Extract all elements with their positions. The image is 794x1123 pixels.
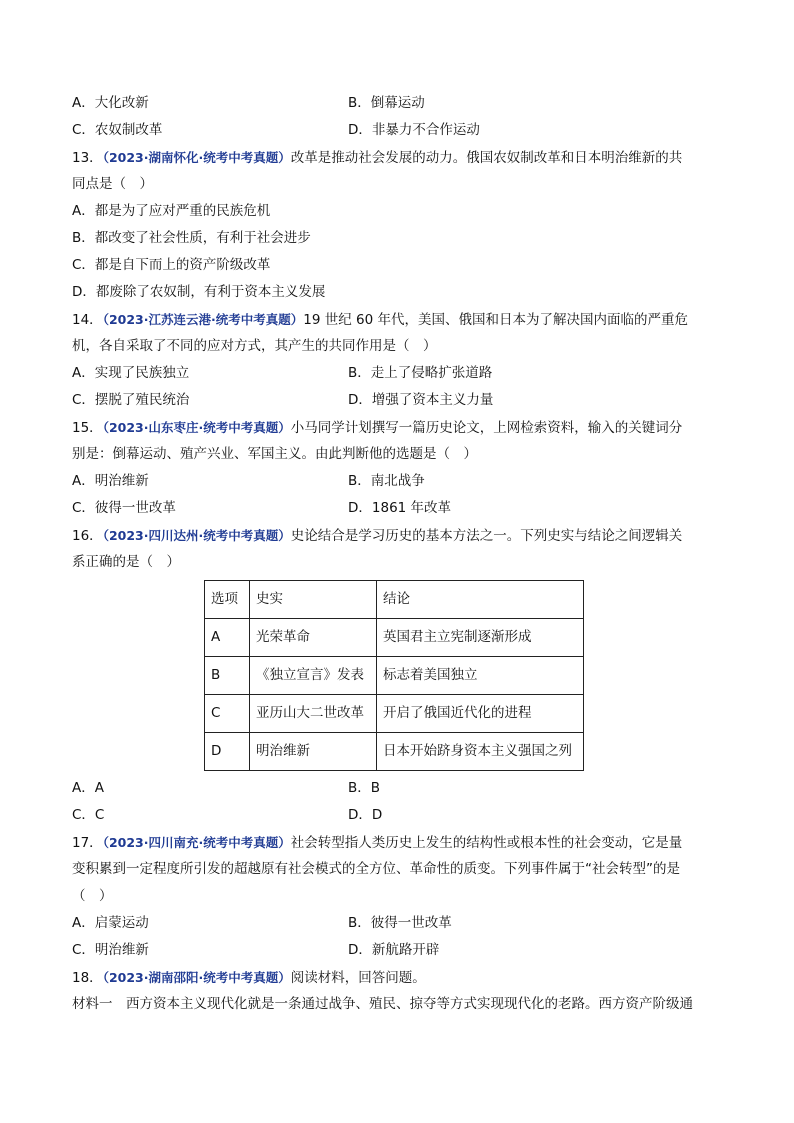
question-number: 14． [72,312,103,328]
question-number: 16． [72,528,103,544]
option-b: B．都改变了社会性质，有利于社会进步 [72,230,311,246]
option-a: A．大化改新 [72,95,149,111]
table-cell: 标志着美国独立 [377,657,584,695]
question-stem-cont: 变积累到一定程度所引发的超越原有社会模式的全方位、革命性的质变。下列事件属于“社会转型”的是 [72,861,680,877]
option-a: A．都是为了应对严重的民族危机 [72,203,271,219]
question-stem-cont: 机，各自采取了不同的应对方式，其产生的共同作用是（ ） [72,338,437,354]
option-d: D．D [348,807,383,823]
option-a: A．实现了民族独立 [72,365,190,381]
options-row-1 [72,360,722,387]
options-row-1 [72,910,722,937]
table-cell: D [205,733,250,771]
question-stem-cont: 同点是（ ） [72,176,153,192]
table-cell: 亚历山大二世改革 [250,695,377,733]
option-a: A．明治维新 [72,473,149,489]
question-number: 17． [72,835,103,851]
option-d: D．都废除了农奴制，有利于资本主义发展 [72,284,326,300]
option-c: C．都是自下而上的资产阶级改革 [72,257,271,273]
question-13 [72,144,722,306]
question-18 [72,964,722,1018]
options-row-2 [72,937,722,964]
option-c: C．明治维新 [72,942,149,958]
question-stem: 史论结合是学习历史的基本方法之一。下列史实与结论之间逻辑关 [290,528,683,544]
question-source: （2023·四川达州·统考中考真题） [102,528,291,543]
option-a: A．启蒙运动 [72,915,149,931]
table-cell: B [205,657,250,695]
question-source: （2023·湖南怀化·统考中考真题） [102,150,291,165]
question-stem: 19 世纪 60 年代，美国、俄国和日本为了解决国内面临的严重危 [303,312,688,328]
table-cell: C [205,695,250,733]
question-stem: 阅读材料，回答问题。 [290,970,426,986]
options-row-2 [72,495,722,522]
prev-options-row-2 [72,117,722,144]
question-14 [72,306,722,414]
question-stem: 改革是推动社会发展的动力。俄国农奴制改革和日本明治维新的共 [290,150,683,166]
question-source: （2023·江苏连云港·统考中考真题） [102,312,304,327]
question-number: 18． [72,970,103,986]
options-row-1 [72,775,722,802]
table-cell: 英国君主立宪制逐渐形成 [377,619,584,657]
table-cell: A [205,619,250,657]
question-source: （2023·四川南充·统考中考真题） [102,835,291,850]
table-cell: 明治维新 [250,733,377,771]
question-source: （2023·山东枣庄·统考中考真题） [102,420,291,435]
question-number: 13． [72,150,103,166]
question-stem: 小马同学计划撰写一篇历史论文，上网检索资料，输入的关键词分 [290,420,683,436]
material-one: 材料一 西方资本主义现代化就是一条通过战争、殖民、掠夺等方式实现现代化的老路。西方资产阶级通 [72,996,693,1012]
options-row-2 [72,387,722,414]
table-cell: 开启了俄国近代化的进程 [377,695,584,733]
table-row [205,619,584,657]
option-b: B．走上了侵略扩张道路 [348,365,493,381]
option-b: B．南北战争 [348,473,425,489]
options-row-1 [72,468,722,495]
question-15 [72,414,722,522]
table-header-cell: 选项 [205,581,250,619]
option-d: D．1861 年改革 [348,500,452,516]
table-cell: 《独立宣言》发表 [250,657,377,695]
exam-page [72,90,722,1018]
table-cell: 光荣革命 [250,619,377,657]
question-stem: 社会转型指人类历史上发生的结构性或根本性的社会变动，它是量 [290,835,683,851]
table-row [205,657,584,695]
table-row [205,695,584,733]
option-d: D．新航路开辟 [348,942,440,958]
option-d: D．非暴力不合作运动 [348,122,480,138]
question-16 [72,522,722,829]
option-b: B．彼得一世改革 [348,915,452,931]
option-a: A．A [72,780,104,796]
prev-options-row-1 [72,90,722,117]
option-c: C．农奴制改革 [72,122,163,138]
fact-conclusion-table [204,580,584,771]
table-row [205,733,584,771]
table-header-cell: 史实 [250,581,377,619]
table-header-cell: 结论 [377,581,584,619]
question-stem-cont: 别是：倒幕运动、殖产兴业、军国主义。由此判断他的选题是（ ） [72,446,477,462]
question-source: （2023·湖南邵阳·统考中考真题） [102,970,291,985]
options-row-2 [72,802,722,829]
option-d: D．增强了资本主义力量 [348,392,494,408]
table-header-row [205,581,584,619]
option-b: B．B [348,780,381,796]
question-stem-cont: （ ） [72,888,113,904]
question-stem-cont: 系正确的是（ ） [72,554,180,570]
table-cell: 日本开始跻身资本主义强国之列 [377,733,584,771]
question-number: 15． [72,420,103,436]
option-b: B．倒幕运动 [348,95,425,111]
option-c: C．摆脱了殖民统治 [72,392,190,408]
question-17 [72,829,722,964]
option-c: C．彼得一世改革 [72,500,176,516]
option-c: C．C [72,807,105,823]
